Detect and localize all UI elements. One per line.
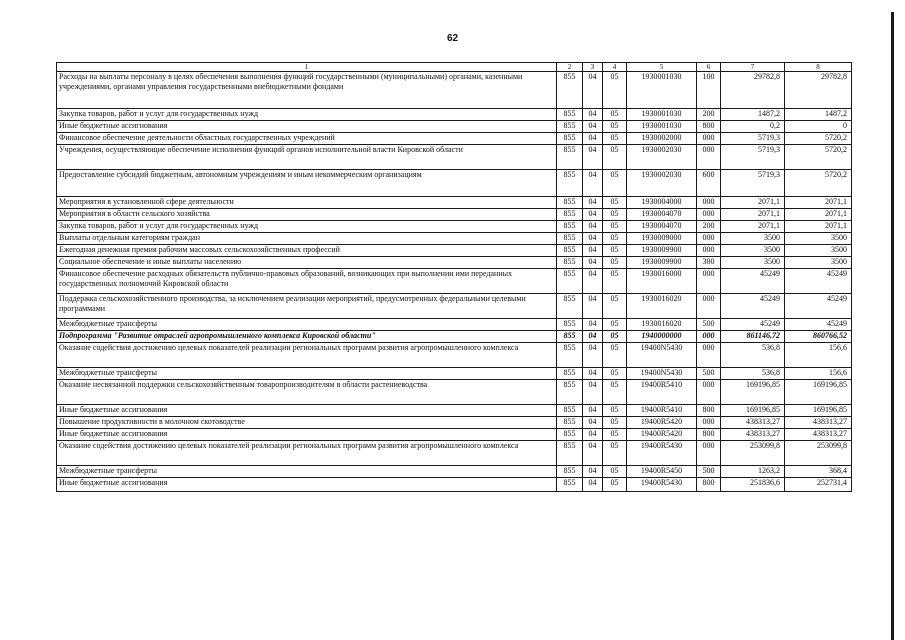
section-code: 04 (583, 221, 603, 233)
section-code: 04 (583, 269, 603, 294)
row-name: Межбюджетные трансферты (57, 319, 557, 331)
subsection-code: 05 (603, 466, 627, 478)
expense-type-code: 800 (697, 405, 721, 417)
target-article-code: 19400N5430 (627, 368, 697, 380)
table-row (57, 221, 852, 233)
chapter-code: 855 (557, 294, 583, 319)
subsection-code: 05 (603, 257, 627, 269)
row-name: Мероприятия в установленной сфере деятельности (57, 197, 557, 209)
chapter-code: 855 (557, 405, 583, 417)
column-header: 3 (583, 63, 603, 72)
section-code: 04 (583, 478, 603, 492)
table-row (57, 133, 852, 145)
expense-type-code: 800 (697, 121, 721, 133)
target-article-code: 1930016020 (627, 319, 697, 331)
section-code: 04 (583, 368, 603, 380)
sum-value-1: 5719,3 (721, 145, 785, 170)
table-row (57, 72, 852, 109)
sum-value-1: 3500 (721, 257, 785, 269)
subsection-code: 05 (603, 121, 627, 133)
table-row (57, 294, 852, 319)
target-article-code: 1930004000 (627, 197, 697, 209)
sum-value-1: 2071,1 (721, 209, 785, 221)
table-row (57, 478, 852, 492)
subsection-code: 05 (603, 133, 627, 145)
table-body (57, 63, 852, 492)
subsection-code: 05 (603, 478, 627, 492)
chapter-code: 855 (557, 478, 583, 492)
sum-value-2: 5720,2 (785, 170, 852, 197)
section-code: 04 (583, 466, 603, 478)
row-name: Межбюджетные трансферты (57, 466, 557, 478)
row-name: Иные бюджетные ассигнования (57, 478, 557, 492)
subsection-code: 05 (603, 245, 627, 257)
subsection-code: 05 (603, 380, 627, 405)
table-row (57, 245, 852, 257)
subsection-code: 05 (603, 209, 627, 221)
row-name: Иные бюджетные ассигнования (57, 405, 557, 417)
target-article-code: 1930009900 (627, 257, 697, 269)
target-article-code: 19400R5420 (627, 429, 697, 441)
subsection-code: 05 (603, 72, 627, 109)
section-code: 04 (583, 417, 603, 429)
sum-value-1: 29782,8 (721, 72, 785, 109)
sum-value-2: 2071,1 (785, 221, 852, 233)
expense-type-code: 500 (697, 466, 721, 478)
row-name: Подпрограмма "Развитие отраслей агропромышленного комплекса Кировской области" (57, 331, 557, 343)
column-header: 8 (785, 63, 852, 72)
section-code: 04 (583, 331, 603, 343)
section-code: 04 (583, 429, 603, 441)
subsection-code: 05 (603, 368, 627, 380)
sum-value-1: 1487,2 (721, 109, 785, 121)
target-article-code: 19400R5420 (627, 417, 697, 429)
sum-value-1: 861146,72 (721, 331, 785, 343)
sum-value-2: 253099,8 (785, 441, 852, 466)
subsection-code: 05 (603, 429, 627, 441)
sum-value-2: 3500 (785, 233, 852, 245)
sum-value-2: 169196,85 (785, 405, 852, 417)
sum-value-1: 1263,2 (721, 466, 785, 478)
chapter-code: 855 (557, 197, 583, 209)
table-row (57, 109, 852, 121)
table-row (57, 145, 852, 170)
row-name: Предоставление субсидий бюджетным, автономным учреждениям и иным некоммерческим организациям (57, 170, 557, 197)
target-article-code: 1930004070 (627, 221, 697, 233)
sum-value-1: 3500 (721, 245, 785, 257)
section-code: 04 (583, 209, 603, 221)
sum-value-1: 169196,85 (721, 380, 785, 405)
sum-value-2: 438313,27 (785, 429, 852, 441)
target-article-code: 1930001030 (627, 72, 697, 109)
target-article-code: 1940000000 (627, 331, 697, 343)
sum-value-1: 169196,85 (721, 405, 785, 417)
target-article-code: 19400R5430 (627, 441, 697, 466)
sum-value-2: 29782,8 (785, 72, 852, 109)
sum-value-1: 2071,1 (721, 221, 785, 233)
expense-type-code: 500 (697, 368, 721, 380)
section-code: 04 (583, 233, 603, 245)
section-code: 04 (583, 121, 603, 133)
chapter-code: 855 (557, 269, 583, 294)
chapter-code: 855 (557, 257, 583, 269)
table-row (57, 405, 852, 417)
section-code: 04 (583, 405, 603, 417)
sum-value-1: 536,8 (721, 343, 785, 368)
section-code: 04 (583, 294, 603, 319)
expense-type-code: 500 (697, 319, 721, 331)
expense-type-code: 200 (697, 109, 721, 121)
section-code: 04 (583, 145, 603, 170)
subsection-code: 05 (603, 294, 627, 319)
chapter-code: 855 (557, 133, 583, 145)
section-code: 04 (583, 245, 603, 257)
column-header: 1 (57, 63, 557, 72)
target-article-code: 1930009000 (627, 233, 697, 245)
sum-value-1: 438313,27 (721, 429, 785, 441)
target-article-code: 1930002000 (627, 133, 697, 145)
section-code: 04 (583, 380, 603, 405)
sum-value-2: 5720,2 (785, 145, 852, 170)
expense-type-code: 800 (697, 478, 721, 492)
chapter-code: 855 (557, 417, 583, 429)
row-name: Финансовое обеспечение расходных обязательств публично-правовых образований, возникающих при выполнении ими переданных государственных полномочий Кировской области (57, 269, 557, 294)
section-code: 04 (583, 441, 603, 466)
sum-value-1: 536,8 (721, 368, 785, 380)
sum-value-1: 45249 (721, 269, 785, 294)
table-row (57, 466, 852, 478)
chapter-code: 855 (557, 429, 583, 441)
row-name: Закупка товаров, работ и услуг для государственных нужд (57, 221, 557, 233)
expense-type-code: 100 (697, 72, 721, 109)
chapter-code: 855 (557, 466, 583, 478)
subsection-code: 05 (603, 331, 627, 343)
expense-type-code: 000 (697, 209, 721, 221)
expense-type-code: 000 (697, 417, 721, 429)
table-row (57, 319, 852, 331)
expense-type-code: 000 (697, 245, 721, 257)
row-name: Оказание содействия достижению целевых показателей реализации региональных программ развития агропромышленного комплекса (57, 343, 557, 368)
target-article-code: 1930016020 (627, 294, 697, 319)
table-row (57, 269, 852, 294)
table-row (57, 197, 852, 209)
sum-value-2: 156,6 (785, 343, 852, 368)
chapter-code: 855 (557, 245, 583, 257)
sum-value-1: 45249 (721, 319, 785, 331)
subsection-code: 05 (603, 197, 627, 209)
chapter-code: 855 (557, 331, 583, 343)
chapter-code: 855 (557, 441, 583, 466)
table-row (57, 380, 852, 405)
chapter-code: 855 (557, 343, 583, 368)
target-article-code: 1930002030 (627, 145, 697, 170)
row-name: Ежегодная денежная премия рабочим массовых сельскохозяйственных профессий (57, 245, 557, 257)
table-row (57, 233, 852, 245)
row-name: Оказание несвязанной поддержки сельскохозяйственным товаропроизводителям в области растениеводства (57, 380, 557, 405)
chapter-code: 855 (557, 233, 583, 245)
target-article-code: 1930009900 (627, 245, 697, 257)
column-number-row (57, 63, 852, 72)
table-row (57, 441, 852, 466)
row-name: Повышение продуктивности в молочном скотоводстве (57, 417, 557, 429)
section-code: 04 (583, 109, 603, 121)
sum-value-2: 2071,1 (785, 209, 852, 221)
sum-value-2: 156,6 (785, 368, 852, 380)
sum-value-1: 251836,6 (721, 478, 785, 492)
budget-table (56, 62, 852, 492)
target-article-code: 19400N5430 (627, 343, 697, 368)
chapter-code: 855 (557, 380, 583, 405)
row-name: Выплаты отдельным категориям граждан (57, 233, 557, 245)
target-article-code: 19400R5450 (627, 466, 697, 478)
sum-value-1: 45249 (721, 294, 785, 319)
sum-value-2: 438313,27 (785, 417, 852, 429)
sum-value-2: 45249 (785, 269, 852, 294)
sum-value-2: 0 (785, 121, 852, 133)
sum-value-2: 3500 (785, 245, 852, 257)
target-article-code: 1930002030 (627, 170, 697, 197)
chapter-code: 855 (557, 109, 583, 121)
table-row (57, 331, 852, 343)
table-row (57, 417, 852, 429)
chapter-code: 855 (557, 368, 583, 380)
sum-value-1: 2071,1 (721, 197, 785, 209)
expense-type-code: 000 (697, 294, 721, 319)
section-code: 04 (583, 72, 603, 109)
table-row (57, 343, 852, 368)
sum-value-1: 253099,8 (721, 441, 785, 466)
sum-value-1: 3500 (721, 233, 785, 245)
chapter-code: 855 (557, 319, 583, 331)
column-header: 4 (603, 63, 627, 72)
sum-value-2: 2071,1 (785, 197, 852, 209)
chapter-code: 855 (557, 72, 583, 109)
table-row (57, 429, 852, 441)
subsection-code: 05 (603, 233, 627, 245)
expense-type-code: 000 (697, 343, 721, 368)
target-article-code: 1930001030 (627, 109, 697, 121)
column-header: 6 (697, 63, 721, 72)
subsection-code: 05 (603, 170, 627, 197)
subsection-code: 05 (603, 109, 627, 121)
sum-value-2: 169196,85 (785, 380, 852, 405)
section-code: 04 (583, 197, 603, 209)
subsection-code: 05 (603, 319, 627, 331)
section-code: 04 (583, 170, 603, 197)
table-row (57, 368, 852, 380)
chapter-code: 855 (557, 145, 583, 170)
expense-type-code: 000 (697, 441, 721, 466)
expense-type-code: 800 (697, 429, 721, 441)
subsection-code: 05 (603, 221, 627, 233)
table-row (57, 121, 852, 133)
chapter-code: 855 (557, 209, 583, 221)
row-name: Финансовое обеспечение деятельности областных государственных учреждений (57, 133, 557, 145)
row-name: Поддержка сельскохозяйственного производства, за исключением реализации мероприятий, предусмотренных федеральными целевыми программами (57, 294, 557, 319)
sum-value-1: 5719,3 (721, 170, 785, 197)
chapter-code: 855 (557, 121, 583, 133)
section-code: 04 (583, 133, 603, 145)
column-header: 7 (721, 63, 785, 72)
target-article-code: 1930004070 (627, 209, 697, 221)
sum-value-1: 5719,3 (721, 133, 785, 145)
sum-value-1: 0,2 (721, 121, 785, 133)
section-code: 04 (583, 343, 603, 368)
expense-type-code: 000 (697, 331, 721, 343)
sum-value-2: 252731,4 (785, 478, 852, 492)
subsection-code: 05 (603, 269, 627, 294)
target-article-code: 1930001030 (627, 121, 697, 133)
subsection-code: 05 (603, 441, 627, 466)
sum-value-2: 860766,52 (785, 331, 852, 343)
table-row (57, 257, 852, 269)
row-name: Оказание содействия достижению целевых показателей реализации региональных программ развития агропромышленного комплекса (57, 441, 557, 466)
sum-value-2: 45249 (785, 319, 852, 331)
expense-type-code: 600 (697, 170, 721, 197)
column-header: 2 (557, 63, 583, 72)
expense-type-code: 200 (697, 221, 721, 233)
expense-type-code: 000 (697, 233, 721, 245)
expense-type-code: 000 (697, 197, 721, 209)
subsection-code: 05 (603, 343, 627, 368)
sum-value-2: 1487,2 (785, 109, 852, 121)
sum-value-2: 45249 (785, 294, 852, 319)
expense-type-code: 000 (697, 133, 721, 145)
subsection-code: 05 (603, 145, 627, 170)
expense-type-code: 000 (697, 269, 721, 294)
row-name: Мероприятия в области сельского хозяйства (57, 209, 557, 221)
chapter-code: 855 (557, 221, 583, 233)
expense-type-code: 000 (697, 145, 721, 170)
row-name: Учреждения, осуществляющие обеспечение исполнения функций органов исполнительной власти Кировской области (57, 145, 557, 170)
row-name: Социальное обеспечение и иные выплаты населению (57, 257, 557, 269)
subsection-code: 05 (603, 405, 627, 417)
expense-type-code: 300 (697, 257, 721, 269)
table-row (57, 209, 852, 221)
sum-value-1: 438313,27 (721, 417, 785, 429)
chapter-code: 855 (557, 170, 583, 197)
target-article-code: 1930016000 (627, 269, 697, 294)
sum-value-2: 368,4 (785, 466, 852, 478)
table-row (57, 170, 852, 197)
row-name: Закупка товаров, работ и услуг для государственных нужд (57, 109, 557, 121)
column-header: 5 (627, 63, 697, 72)
section-code: 04 (583, 319, 603, 331)
scan-edge-line (891, 12, 894, 640)
target-article-code: 19400R5410 (627, 405, 697, 417)
target-article-code: 19400R5410 (627, 380, 697, 405)
row-name: Иные бюджетные ассигнования (57, 121, 557, 133)
target-article-code: 19400R5430 (627, 478, 697, 492)
expense-type-code: 000 (697, 380, 721, 405)
sum-value-2: 5720,2 (785, 133, 852, 145)
subsection-code: 05 (603, 417, 627, 429)
row-name: Расходы на выплаты персоналу в целях обеспечения выполнения функций государственными (муниципальными) органами, казенными учреждениями, органами управления государственными внебюджетными фондами (57, 72, 557, 109)
sum-value-2: 3500 (785, 257, 852, 269)
row-name: Иные бюджетные ассигнования (57, 429, 557, 441)
section-code: 04 (583, 257, 603, 269)
page-number: 62 (446, 33, 459, 44)
row-name: Межбюджетные трансферты (57, 368, 557, 380)
